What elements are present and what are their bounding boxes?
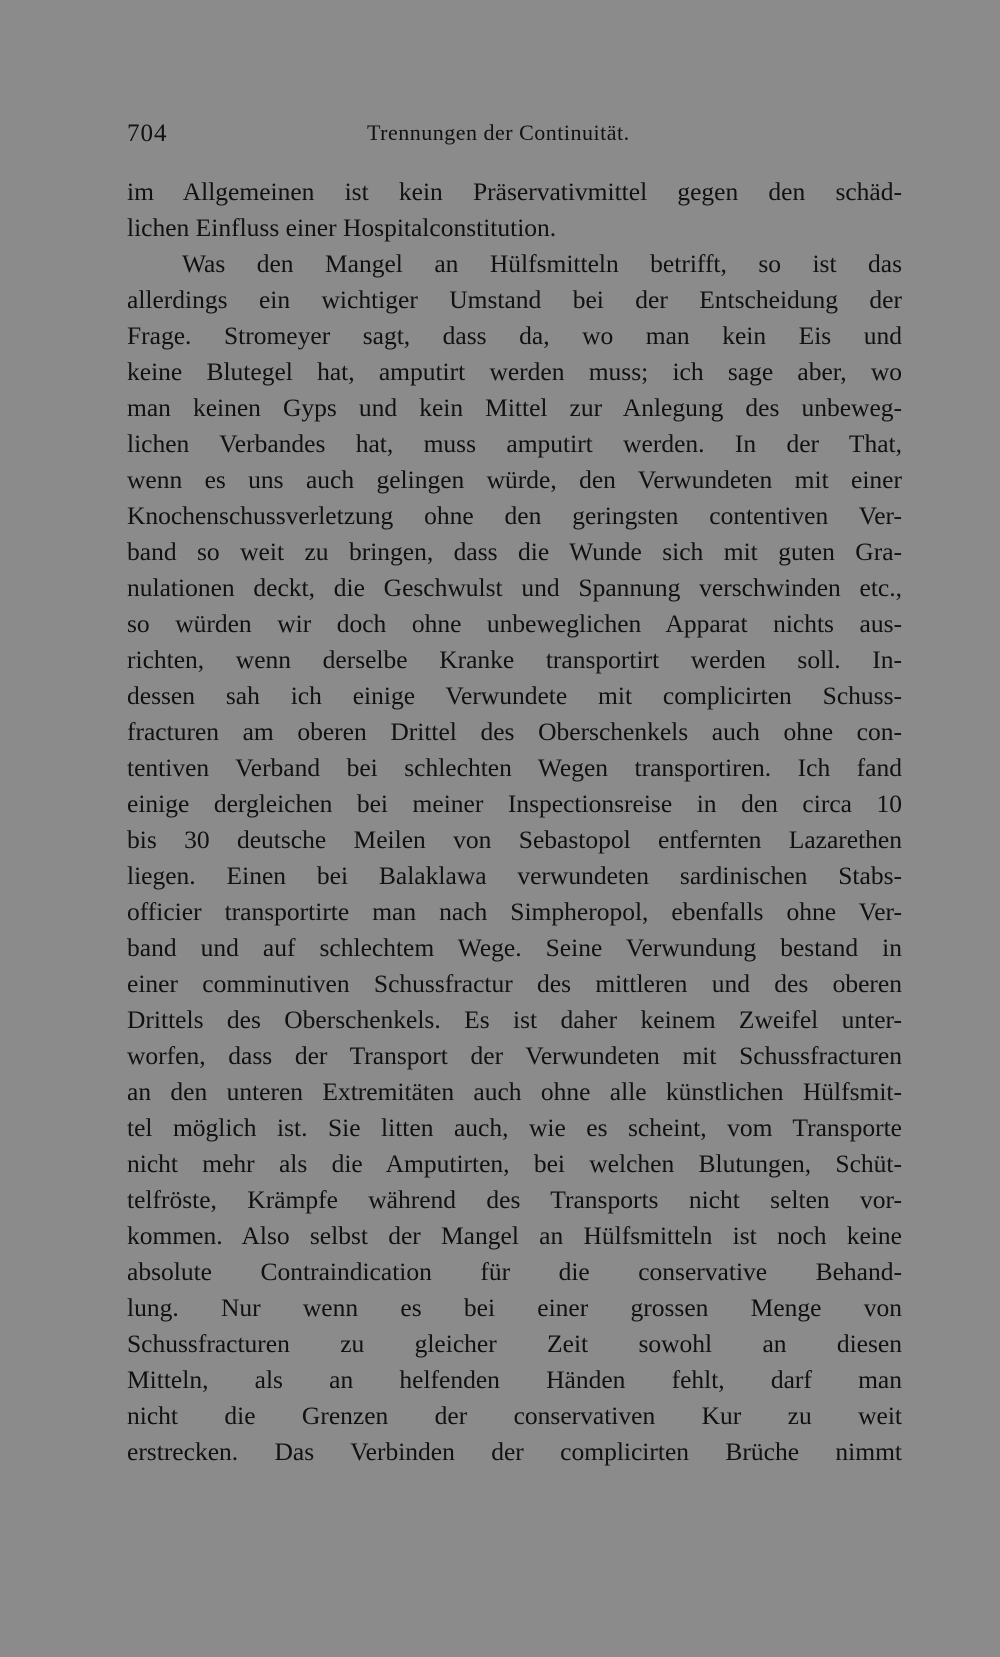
text-line: tentiven Verband bei schlechten Wegen transportiren. Ich fand	[127, 753, 902, 782]
page-header	[127, 120, 902, 154]
text-line: Frage. Stromeyer sagt, dass da, wo man kein Eis und	[127, 321, 902, 350]
text-line: nulationen deckt, die Geschwulst und Spannung verschwinden etc.,	[127, 573, 902, 602]
text-line: liegen. Einen bei Balaklawa verwundeten sardinischen Stabs-	[127, 861, 902, 890]
text-line: nicht die Grenzen der conservativen Kur zu weit	[127, 1401, 902, 1430]
text-line: tel möglich ist. Sie litten auch, wie es scheint, vom Transporte	[127, 1113, 902, 1142]
text-line: lichen Verbandes hat, muss amputirt werden. In der That,	[127, 429, 902, 458]
text-line: band und auf schlechtem Wege. Seine Verwundung bestand in	[127, 933, 902, 962]
text-line: Drittels des Oberschenkels. Es ist daher keinem Zweifel unter-	[127, 1005, 902, 1034]
text-line: Was den Mangel an Hülfsmitteln betrifft, so ist das	[182, 249, 902, 278]
text-line: kommen. Also selbst der Mangel an Hülfsmitteln ist noch keine	[127, 1221, 902, 1250]
text-line: nicht mehr als die Amputirten, bei welchen Blutungen, Schüt-	[127, 1149, 902, 1178]
text-line: lung. Nur wenn es bei einer grossen Menge von	[127, 1293, 902, 1322]
text-line: fracturen am oberen Drittel des Oberschenkels auch ohne con-	[127, 717, 902, 746]
text-line: richten, wenn derselbe Kranke transportirt werden soll. In-	[127, 645, 902, 674]
text-line: einer comminutiven Schussfractur des mittleren und des oberen	[127, 969, 902, 998]
text-line: Knochenschussverletzung ohne den geringsten contentiven Ver-	[127, 501, 902, 530]
text-line: allerdings ein wichtiger Umstand bei der Entscheidung der	[127, 285, 902, 314]
text-line: an den unteren Extremitäten auch ohne alle künstlichen Hülfsmit-	[127, 1077, 902, 1106]
text-line: Schussfracturen zu gleicher Zeit sowohl an diesen	[127, 1329, 902, 1358]
text-line: lichen Einfluss einer Hospitalconstitution.	[127, 213, 557, 242]
text-line: man keinen Gyps und kein Mittel zur Anlegung des unbeweg-	[127, 393, 902, 422]
text-line: Mitteln, als an helfenden Händen fehlt, darf man	[127, 1365, 902, 1394]
text-line: bis 30 deutsche Meilen von Sebastopol entfernten Lazarethen	[127, 825, 902, 854]
text-line: officier transportirte man nach Simpheropol, ebenfalls ohne Ver-	[127, 897, 902, 926]
text-line: einige dergleichen bei meiner Inspectionsreise in den circa 10	[127, 789, 902, 818]
text-line: absolute Contraindication für die conservative Behand-	[127, 1257, 902, 1286]
body-text	[127, 174, 902, 1470]
text-line: keine Blutegel hat, amputirt werden muss; ich sage aber, wo	[127, 357, 902, 386]
text-line: so würden wir doch ohne unbeweglichen Apparat nichts aus-	[127, 609, 902, 638]
text-line: im Allgemeinen ist kein Präservativmittel gegen den schäd-	[127, 177, 902, 206]
text-line: wenn es uns auch gelingen würde, den Verwundeten mit einer	[127, 465, 902, 494]
text-line: telfröste, Krämpfe während des Transports nicht selten vor-	[127, 1185, 902, 1214]
running-head: Trennungen der Continuität.	[367, 120, 630, 145]
text-line: erstrecken. Das Verbinden der complicirten Brüche nimmt	[127, 1437, 902, 1466]
text-line: dessen sah ich einige Verwundete mit complicirten Schuss-	[127, 681, 902, 710]
page-number: 704	[127, 120, 168, 147]
text-line: worfen, dass der Transport der Verwundeten mit Schussfracturen	[127, 1041, 902, 1070]
text-line: band so weit zu bringen, dass die Wunde sich mit guten Gra-	[127, 537, 902, 566]
